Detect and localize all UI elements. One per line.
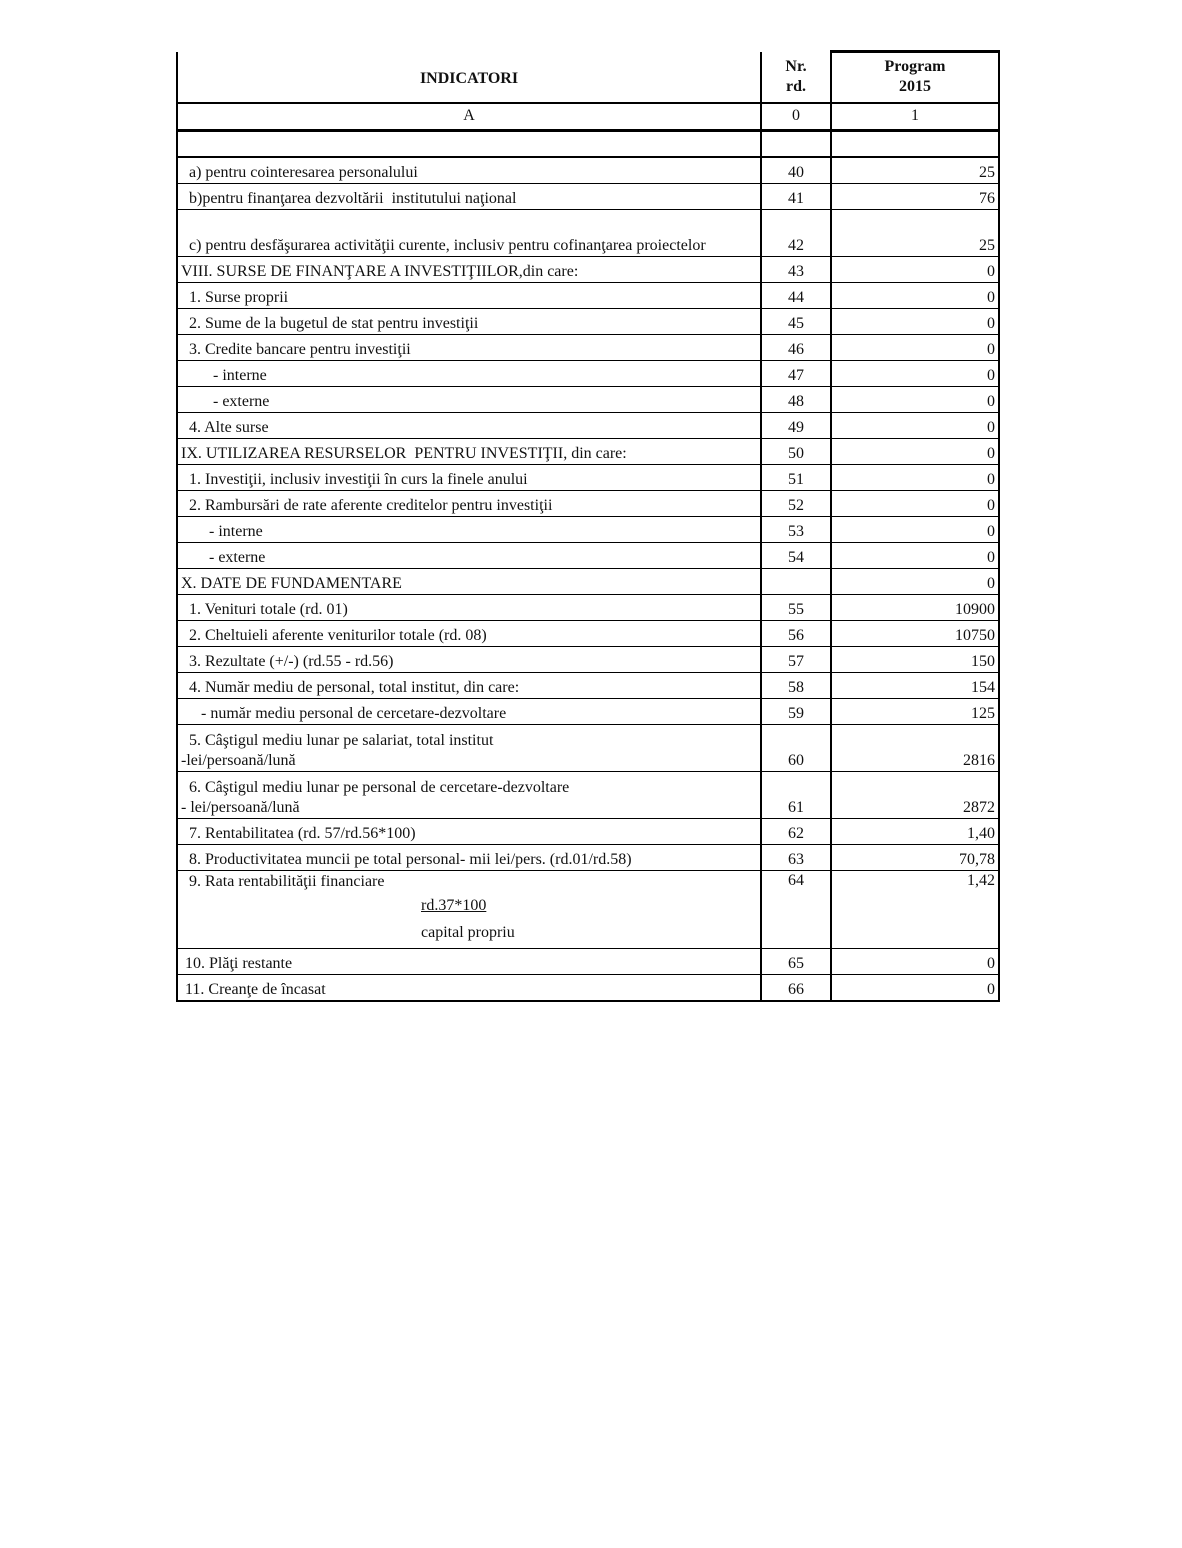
row-label-formula bbox=[177, 870, 761, 948]
row-value: 0 bbox=[831, 412, 999, 438]
row-value: 0 bbox=[831, 256, 999, 282]
row-nr bbox=[761, 568, 831, 594]
row-label: - număr mediu personal de cercetare-dezvoltare bbox=[177, 698, 761, 724]
table-row bbox=[177, 438, 999, 464]
header-nr-rd bbox=[761, 52, 831, 103]
row-nr: 49 bbox=[761, 412, 831, 438]
row-nr: 54 bbox=[761, 542, 831, 568]
table-row bbox=[177, 360, 999, 386]
table-row bbox=[177, 282, 999, 308]
row-label: 9. Rata rentabilităţii financiare bbox=[181, 872, 385, 890]
header-nr-rd-line2: rd. bbox=[786, 77, 806, 95]
row-label: 4. Alte surse bbox=[177, 412, 761, 438]
row-value: 10750 bbox=[831, 620, 999, 646]
table-row bbox=[177, 334, 999, 360]
table-row bbox=[177, 412, 999, 438]
row-nr: 60 bbox=[761, 724, 831, 771]
table-row bbox=[177, 157, 999, 184]
table-row bbox=[177, 771, 999, 818]
row-nr: 59 bbox=[761, 698, 831, 724]
column-index-row bbox=[177, 103, 999, 131]
row-nr: 61 bbox=[761, 771, 831, 818]
row-nr: 64 bbox=[761, 870, 831, 948]
row-label: IX. UTILIZAREA RESURSELOR PENTRU INVESTIŢII, din care: bbox=[177, 438, 761, 464]
row-label: b)pentru finanţarea dezvoltării institutului naţional bbox=[177, 183, 761, 209]
blank-cell bbox=[177, 130, 761, 157]
table-row bbox=[177, 974, 999, 1001]
row-value: 25 bbox=[831, 209, 999, 256]
row-value: 0 bbox=[831, 334, 999, 360]
table-row bbox=[177, 542, 999, 568]
row-nr: 56 bbox=[761, 620, 831, 646]
row-nr: 57 bbox=[761, 646, 831, 672]
row-label: a) pentru cointeresarea personalului bbox=[177, 157, 761, 184]
row-nr: 47 bbox=[761, 360, 831, 386]
row-value: 25 bbox=[831, 157, 999, 184]
row-label: 5. Câştigul mediu lunar pe salariat, total institut -lei/persoană/lună bbox=[177, 724, 761, 771]
row-nr: 53 bbox=[761, 516, 831, 542]
row-nr: 65 bbox=[761, 948, 831, 974]
header-program-line1: Program bbox=[884, 58, 946, 76]
table-row bbox=[177, 256, 999, 282]
table-row bbox=[177, 386, 999, 412]
blank-cell bbox=[761, 130, 831, 157]
table-row bbox=[177, 844, 999, 870]
row-label: 4. Număr mediu de personal, total institut, din care: bbox=[177, 672, 761, 698]
row-value: 0 bbox=[831, 516, 999, 542]
row-value: 1,40 bbox=[831, 818, 999, 844]
row-value: 76 bbox=[831, 183, 999, 209]
row-nr: 46 bbox=[761, 334, 831, 360]
document-page bbox=[176, 50, 998, 1002]
formula-numerator: rd.37*100 bbox=[421, 896, 487, 914]
table-row bbox=[177, 620, 999, 646]
row-label: - externe bbox=[177, 386, 761, 412]
row-label: 3. Credite bancare pentru investiţii bbox=[177, 334, 761, 360]
row-value: 0 bbox=[831, 308, 999, 334]
row-label: - interne bbox=[177, 360, 761, 386]
row-label: 2. Sume de la bugetul de stat pentru investiţii bbox=[177, 308, 761, 334]
row-value: 0 bbox=[831, 282, 999, 308]
row-nr: 62 bbox=[761, 818, 831, 844]
header-program bbox=[831, 52, 999, 103]
row-value: 125 bbox=[831, 698, 999, 724]
row-label: 8. Productivitatea muncii pe total personal- mii lei/pers. (rd.01/rd.58) bbox=[177, 844, 761, 870]
table-row bbox=[177, 308, 999, 334]
row-nr: 52 bbox=[761, 490, 831, 516]
row-label: VIII. SURSE DE FINANŢARE A INVESTIŢIILOR,din care: bbox=[177, 256, 761, 282]
row-label: 11. Creanţe de încasat bbox=[177, 974, 761, 1001]
row-value: 70,78 bbox=[831, 844, 999, 870]
row-label: 3. Rezultate (+/-) (rd.55 - rd.56) bbox=[177, 646, 761, 672]
column-index-a: A bbox=[177, 103, 761, 131]
blank-cell bbox=[831, 130, 999, 157]
row-value: 0 bbox=[831, 948, 999, 974]
table-row bbox=[177, 724, 999, 771]
header-nr-rd-line1: Nr. bbox=[785, 57, 807, 75]
row-value: 2872 bbox=[831, 771, 999, 818]
row-nr: 55 bbox=[761, 594, 831, 620]
table-header-row bbox=[177, 52, 999, 103]
row-nr: 41 bbox=[761, 183, 831, 209]
formula-denominator: capital propriu bbox=[421, 923, 515, 941]
row-value: 2816 bbox=[831, 724, 999, 771]
row-nr: 66 bbox=[761, 974, 831, 1001]
row-value: 0 bbox=[831, 490, 999, 516]
table-row bbox=[177, 698, 999, 724]
column-index-1: 1 bbox=[831, 103, 999, 131]
header-indicatori: INDICATORI bbox=[177, 52, 761, 103]
row-label: 7. Rentabilitatea (rd. 57/rd.56*100) bbox=[177, 818, 761, 844]
row-value: 154 bbox=[831, 672, 999, 698]
row-value: 0 bbox=[831, 464, 999, 490]
row-nr: 44 bbox=[761, 282, 831, 308]
row-value: 0 bbox=[831, 386, 999, 412]
row-value: 0 bbox=[831, 568, 999, 594]
table-row bbox=[177, 516, 999, 542]
table-row bbox=[177, 183, 999, 209]
row-value: 0 bbox=[831, 542, 999, 568]
row-nr: 58 bbox=[761, 672, 831, 698]
row-nr: 42 bbox=[761, 209, 831, 256]
table-row bbox=[177, 464, 999, 490]
table-row bbox=[177, 818, 999, 844]
row-label: 2. Cheltuieli aferente veniturilor totale (rd. 08) bbox=[177, 620, 761, 646]
row-label: 10. Plăţi restante bbox=[177, 948, 761, 974]
column-index-0: 0 bbox=[761, 103, 831, 131]
table-row bbox=[177, 672, 999, 698]
row-value: 0 bbox=[831, 360, 999, 386]
row-label: 2. Rambursări de rate aferente creditelor pentru investiţii bbox=[177, 490, 761, 516]
row-nr: 50 bbox=[761, 438, 831, 464]
row-value: 150 bbox=[831, 646, 999, 672]
row-label: - externe bbox=[177, 542, 761, 568]
table-row bbox=[177, 209, 999, 256]
row-label: c) pentru desfăşurarea activităţii curente, inclusiv pentru cofinanţarea proiectelor bbox=[177, 209, 761, 256]
row-label: 1. Investiţii, inclusiv investiţii în curs la finele anului bbox=[177, 464, 761, 490]
table-row bbox=[177, 594, 999, 620]
header-program-line2: 2015 bbox=[899, 78, 931, 96]
row-nr: 63 bbox=[761, 844, 831, 870]
row-nr: 51 bbox=[761, 464, 831, 490]
row-label: X. DATE DE FUNDAMENTARE bbox=[177, 568, 761, 594]
row-label: 1. Surse proprii bbox=[177, 282, 761, 308]
row-value: 0 bbox=[831, 974, 999, 1001]
row-nr: 45 bbox=[761, 308, 831, 334]
table-row bbox=[177, 568, 999, 594]
table-row bbox=[177, 490, 999, 516]
indicators-table bbox=[176, 50, 1000, 1002]
row-nr: 43 bbox=[761, 256, 831, 282]
row-value: 0 bbox=[831, 438, 999, 464]
row-label: 6. Câştigul mediu lunar pe personal de cercetare-dezvoltare - lei/persoană/lună bbox=[177, 771, 761, 818]
row-value: 1,42 bbox=[831, 870, 999, 948]
row-label: 1. Venituri totale (rd. 01) bbox=[177, 594, 761, 620]
table-row bbox=[177, 870, 999, 948]
row-label: - interne bbox=[177, 516, 761, 542]
row-value: 10900 bbox=[831, 594, 999, 620]
table-row bbox=[177, 948, 999, 974]
row-nr: 48 bbox=[761, 386, 831, 412]
blank-row bbox=[177, 130, 999, 157]
table-row bbox=[177, 646, 999, 672]
row-nr: 40 bbox=[761, 157, 831, 184]
